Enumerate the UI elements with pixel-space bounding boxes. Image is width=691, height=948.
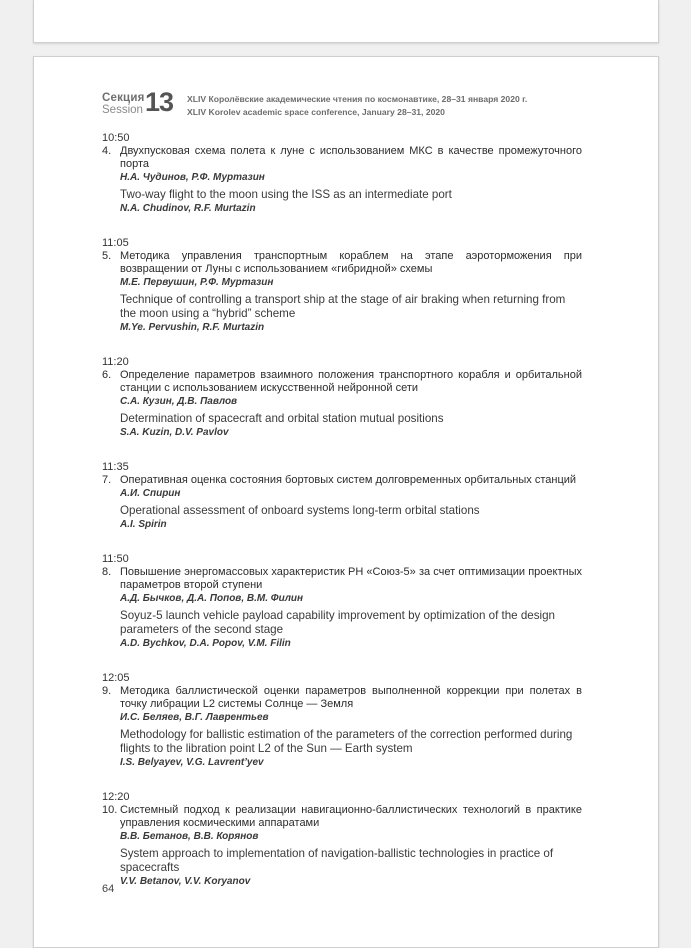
talk-time: 11:05 <box>102 237 129 249</box>
talk-title-ru: Двухпусковая схема полета к луне с использованием МКС в качестве промежуточного порта <box>120 145 582 170</box>
talk-title-en: System approach to implementation of navigation-ballistic technologies in practice of spacecrafts <box>120 847 554 874</box>
talk-number: 8. <box>102 566 112 578</box>
talk-title-ru: Методика управления транспортным кораблем на этапе аэроторможения при возвращении от Луны с использованием «гибридной» схемы <box>120 250 582 275</box>
talk-title-en: Soyuz-5 launch vehicle payload capability improvement by optimization of the design parameters of the second stage <box>120 609 556 636</box>
talk-authors-ru: Н.А. Чудинов, Р.Ф. Муртазин <box>120 172 265 183</box>
talk-authors-en: I.S. Belyayev, V.G. Lavrent’yev <box>120 757 264 768</box>
talk-authors-en: S.A. Kuzin, D.V. Pavlov <box>120 427 229 438</box>
talk-authors-en: A.I. Spirin <box>120 519 167 530</box>
talk-number: 7. <box>102 474 112 486</box>
talk-authors-ru: С.А. Кузин, Д.В. Павлов <box>120 396 238 407</box>
talk-authors-ru: А.И. Спирин <box>120 488 181 499</box>
talk-entry <box>102 553 582 651</box>
talk-title-en: Two-way flight to the moon using the ISS as an intermediate port <box>120 188 452 201</box>
talk-title-ru: Определение параметров взаимного положения транспортного корабля и орбитальной станции с использованием искусственной нейронной сети <box>120 369 582 394</box>
talk-title-en: Technique of controlling a transport ship at the stage of air braking when returning from the moon using a “hybrid” scheme <box>120 293 566 320</box>
talk-authors-ru: И.С. Беляев, В.Г. Лаврентьев <box>120 712 269 723</box>
talk-number: 10. <box>102 804 118 816</box>
document-page <box>33 56 659 948</box>
page-number: 64 <box>102 883 115 895</box>
talk-authors-en: V.V. Betanov, V.V. Koryanov <box>120 876 251 887</box>
talk-time: 11:50 <box>102 553 129 565</box>
talk-list <box>102 132 582 910</box>
talk-title-ru: Методика баллистической оценки параметров выполненной коррекции при полетах в точку либрации L2 системы Солнце — Земля <box>120 685 582 710</box>
talk-entry <box>102 356 582 440</box>
talk-authors-ru: А.Д. Бычков, Д.А. Попов, В.М. Филин <box>120 593 304 604</box>
talk-time: 11:35 <box>102 461 129 473</box>
talk-title-ru: Оперативная оценка состояния бортовых систем долговременных орбитальных станций <box>120 474 577 486</box>
talk-title-en: Determination of spacecraft and orbital station mutual positions <box>120 412 444 425</box>
conference-title-ru: XLIV Королёвские академические чтения по космонавтике, 28–31 января 2020 г. <box>187 94 528 104</box>
talk-authors-en: A.D. Bychkov, D.A. Popov, V.M. Filin <box>120 638 291 649</box>
talk-time: 11:20 <box>102 356 129 368</box>
talk-authors-en: N.A. Chudinov, R.F. Murtazin <box>120 203 256 214</box>
talk-entry <box>102 791 582 889</box>
talk-authors-ru: В.В. Бетанов, В.В. Корянов <box>120 831 259 842</box>
talk-entry <box>102 132 582 216</box>
conference-title-en: XLIV Korolev academic space conference, January 28–31, 2020 <box>187 107 445 117</box>
talk-title-en: Methodology for ballistic estimation of the parameters of the correction performed during flights to the libration point L2 of the Sun — Earth system <box>120 728 573 755</box>
talk-entry <box>102 672 582 770</box>
talk-time: 12:05 <box>102 672 130 684</box>
talk-title-ru: Системный подход к реализации навигационно-баллистических технологий в практике управления космическими аппаратами <box>120 804 582 829</box>
talk-number: 9. <box>102 685 112 697</box>
section-number: 13 <box>145 87 174 117</box>
talk-number: 5. <box>102 250 112 262</box>
talk-authors-ru: М.Е. Первушин, Р.Ф. Муртазин <box>120 277 274 288</box>
talk-title-ru: Повышение энергомассовых характеристик РН «Союз-5» за счет оптимизации проектных параметров второй ступени <box>120 566 582 591</box>
section-label-ru: Секция <box>102 92 145 104</box>
previous-page-bottom <box>33 0 659 43</box>
talk-entry <box>102 237 582 335</box>
talk-title-en: Operational assessment of onboard systems long-term orbital stations <box>120 504 480 517</box>
talk-authors-en: M.Ye. Pervushin, R.F. Murtazin <box>120 322 265 333</box>
talk-entry <box>102 461 582 532</box>
talk-number: 4. <box>102 145 112 157</box>
talk-number: 6. <box>102 369 112 381</box>
talk-time: 12:20 <box>102 791 130 803</box>
talk-time: 10:50 <box>102 132 130 144</box>
running-header <box>102 87 592 121</box>
section-label-en: Session <box>102 104 143 116</box>
